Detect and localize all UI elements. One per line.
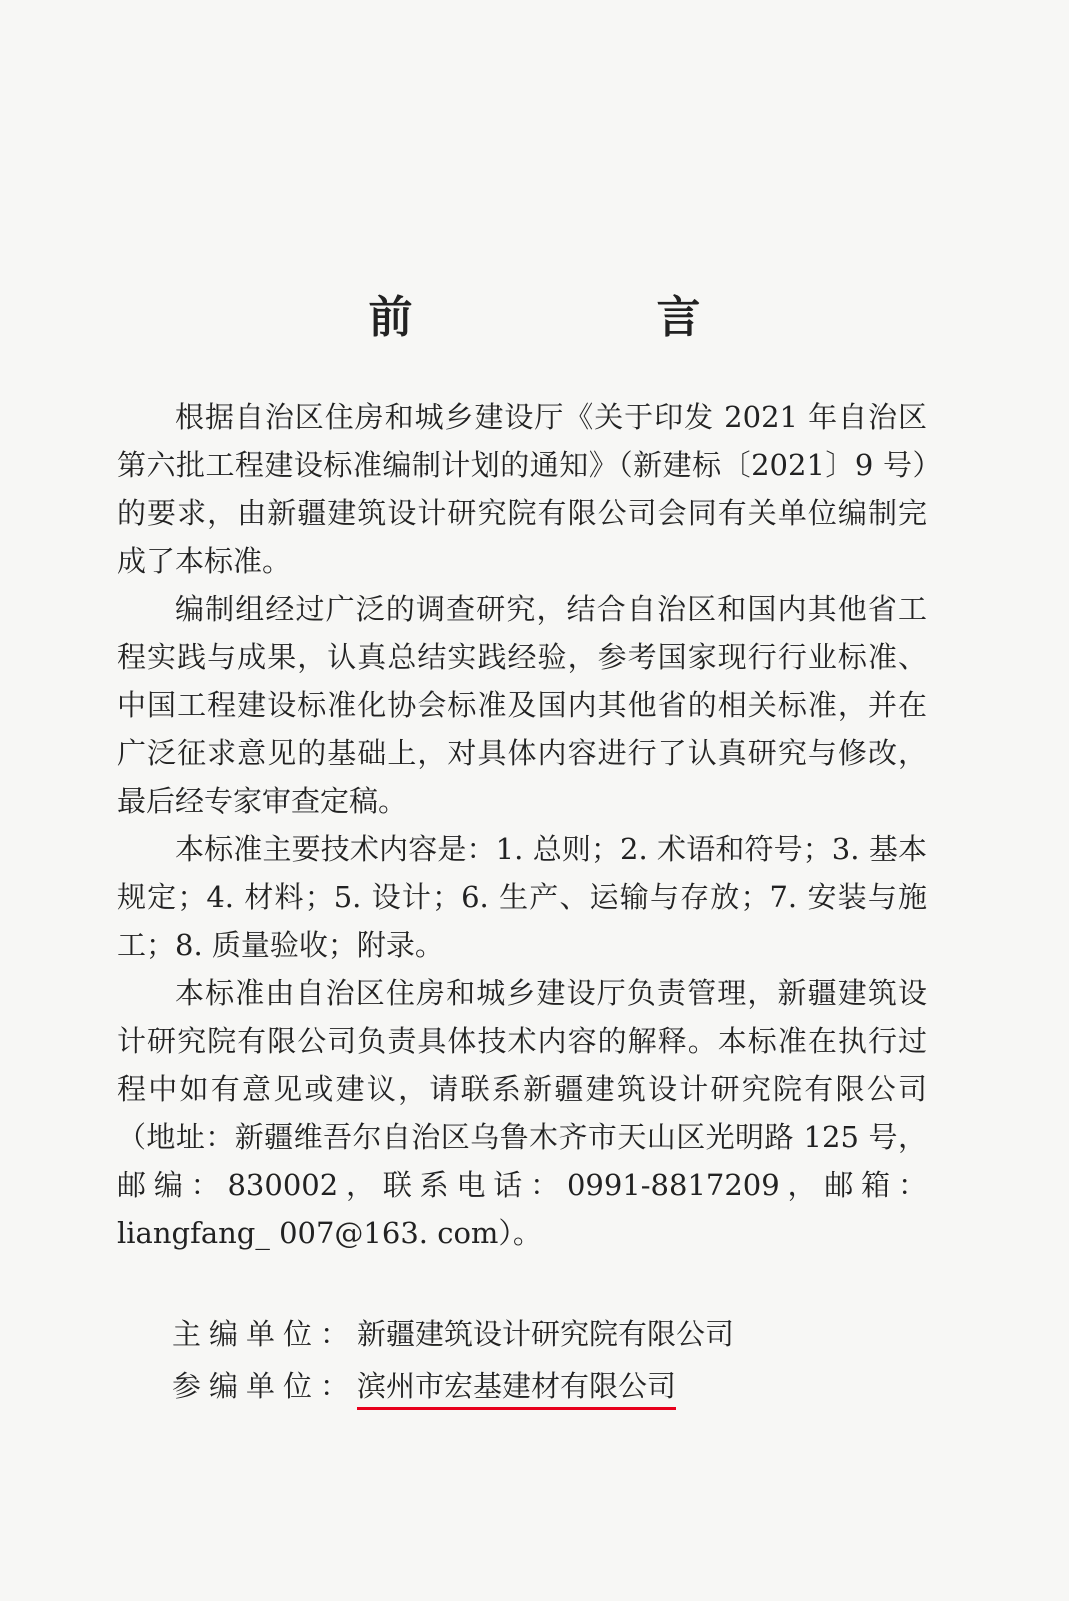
chief-editor-label: 主编单位： xyxy=(172,1317,358,1351)
paragraph-contents: 本标准主要技术内容是：1. 总则；2. 术语和符号；3. 基本规定；4. 材料；5. 设计；6. 生产、运输与存放；7. 安装与施工；8. 质量验收；附录。 xyxy=(117,832,927,962)
editing-units xyxy=(172,1308,734,1412)
paragraph-management: 本标准由自治区住房和城乡建设厅负责管理，新疆建筑设计研究院有限公司负责具体技术内容的解释。本标准在执行过程中如有意见或建议，请联系新疆建筑设计研究院有限公司（地址：新疆维吾尔自治区乌鲁木齐市天山区光明路 125 号，邮编：830002，联系电话：0991-8817209，邮箱：liangfang_ 007@163. com）。 xyxy=(117,976,927,1250)
participating-editor-label: 参编单位： xyxy=(172,1369,358,1403)
preface-body xyxy=(117,393,927,1257)
participating-editor-row xyxy=(172,1360,734,1412)
chief-editor-value: 新疆建筑设计研究院有限公司 xyxy=(357,1317,735,1351)
paragraph-process: 编制组经过广泛的调查研究，结合自治区和国内其他省工程实践与成果，认真总结实践经验，参考国家现行行业标准、中国工程建设标准化协会标准及国内其他省的相关标准，并在广泛征求意见的基础上，对具体内容进行了认真研究与修改，最后经专家审查定稿。 xyxy=(117,592,927,818)
page-title: 前 言 xyxy=(368,292,801,343)
participating-editor-value: 滨州市宏基建材有限公司 xyxy=(357,1369,676,1410)
paragraph-basis: 根据自治区住房和城乡建设厅《关于印发 2021 年自治区第六批工程建设标准编制计划的通知》（新建标〔2021〕9 号）的要求，由新疆建筑设计研究院有限公司会同有关单位编制完成了本标准。 xyxy=(117,400,927,578)
chief-editor-row xyxy=(172,1308,734,1360)
